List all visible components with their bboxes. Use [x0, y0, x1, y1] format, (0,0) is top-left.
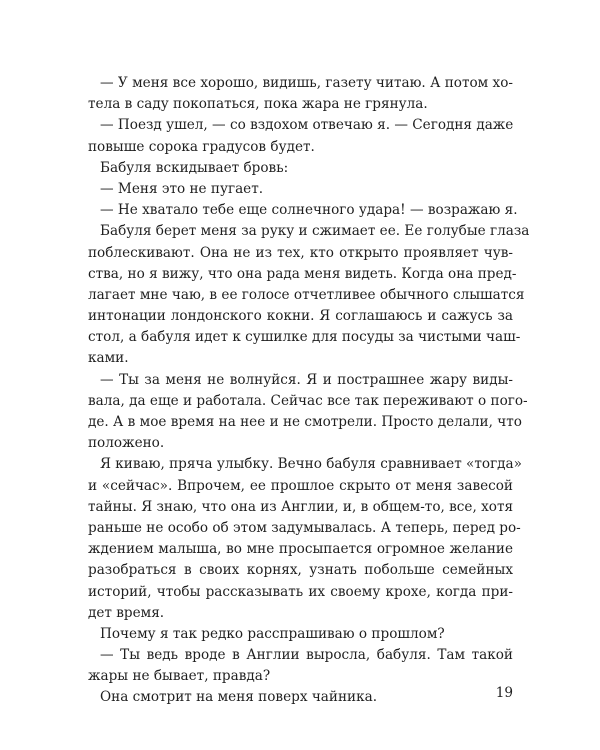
text-line: — Меня это не пугает.	[100, 180, 264, 197]
text-line: стол, а бабуля идет к сушилке для посуды за чистыми чаш-	[88, 329, 521, 346]
text-line: ждением малыша, во мне просыпается огромное желание	[88, 541, 513, 558]
text-line: — Поезд ушел, — со вздохом отвечаю я. — Сегодня даже	[100, 117, 514, 134]
text-line: историй, чтобы рассказывать их своему крохе, когда при-	[88, 583, 513, 600]
text-line: ками.	[88, 350, 129, 367]
text-line: и «сейчас». Впрочем, ее прошлое скрыто от меня завесой	[88, 477, 513, 494]
text-line: вала, да еще и работала. Сейчас все так переживают о пого-	[88, 392, 528, 409]
text-line: Почему я так редко расспрашиваю о прошлом?	[100, 625, 445, 642]
text-line: тайны. Я знаю, что она из Англии, и, в общем-то, все, хотя	[88, 498, 514, 515]
body-text	[88, 73, 530, 709]
text-line: де. А в мое время на нее и не смотрели. Просто делали, что	[88, 414, 522, 430]
text-line: повыше сорока градусов будет.	[88, 138, 315, 155]
text-line: ства, но я вижу, что она рада меня видеть. Когда она пред-	[88, 265, 517, 282]
text-line: Она смотрит на меня поверх чайника.	[100, 689, 378, 706]
text-line: положено.	[88, 435, 165, 452]
text-line: дет время.	[88, 604, 165, 621]
text-line: Бабуля берет меня за руку и сжимает ее. Ее голубые глаза	[100, 223, 530, 240]
page-number: 19	[495, 685, 513, 701]
text-line: интонации лондонского кокни. Я соглашаюсь и сажусь за	[88, 308, 513, 325]
text-line: — У меня все хорошо, видишь, газету читаю. А потом хо-	[100, 75, 513, 91]
text-line: разобраться в своих корнях, узнать побольше семейных	[88, 562, 513, 579]
text-line: — Ты за меня не волнуйся. Я и пострашнее жару виды-	[100, 371, 513, 388]
text-line: лагает мне чаю, в ее голосе отчетливее обычного слышатся	[88, 286, 525, 303]
text-line: — Ты ведь вроде в Англии выросла, бабуля. Там такой	[100, 647, 513, 664]
text-line: тела в саду покопаться, пока жара не грянула.	[88, 96, 428, 113]
text-line: раньше не особо об этом задумывалась. А теперь, перед ро-	[88, 519, 521, 536]
text-line: Я киваю, пряча улыбку. Вечно бабуля сравнивает «тогда»	[100, 456, 522, 473]
text-line: поблескивают. Она не из тех, кто открыто проявляет чув-	[88, 244, 513, 261]
text-line: — Не хватало тебе еще солнечного удара! — возражаю я.	[100, 202, 518, 219]
text-line: Бабуля вскидывает бровь:	[100, 159, 289, 176]
text-line: жары не бывает, правда?	[88, 668, 271, 685]
